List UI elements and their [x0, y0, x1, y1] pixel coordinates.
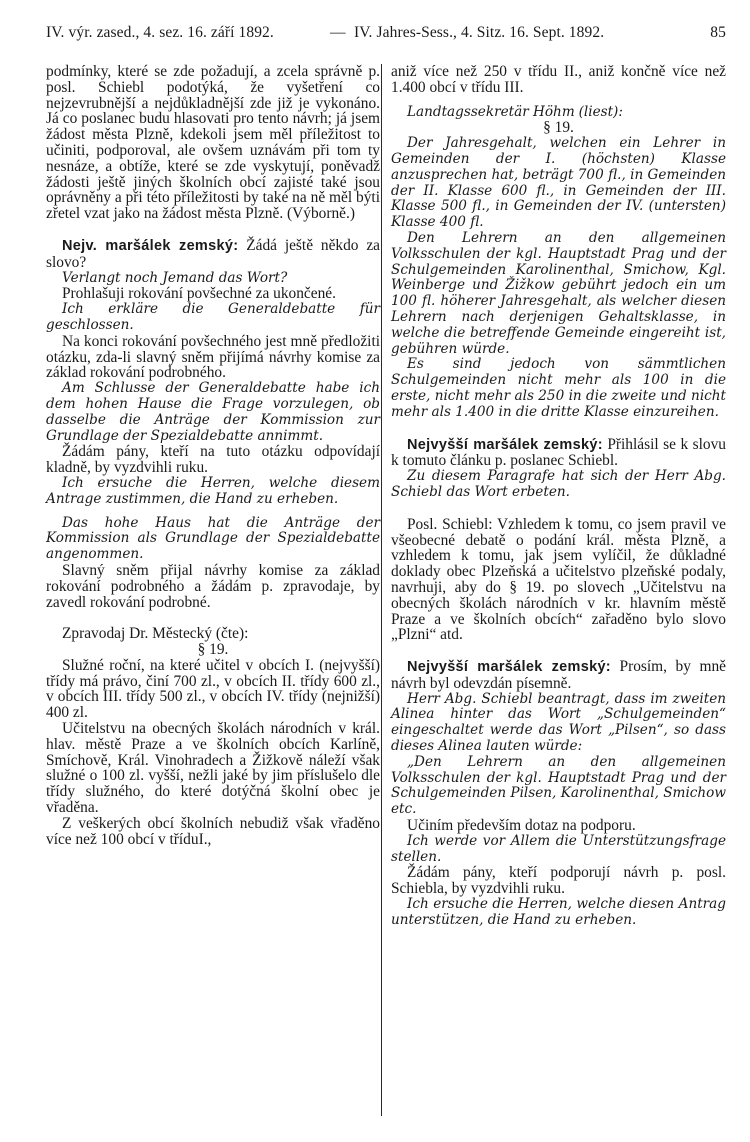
paragraph: Z veškerých obcí školních nebudiž však vřaděno více než 100 obcí v tříduI., — [46, 814, 380, 848]
section-number: § 19. — [543, 119, 574, 137]
paragraph-german: „Den Lehrern an den allgemeinen Volksschulen der kgl. Hauptstadt Prag und der Schulgemeinden Pilsen, Karolinenthal, Smichow etc. — [391, 753, 726, 818]
paragraph-german: Das hohe Haus hat die Anträge der Kommission als Grundlage der Spezialdebatte angenommen. — [46, 514, 380, 563]
speaker-paragraph: Nejv. maršálek zemský: Žádá ještě někdo za slovo? — [46, 236, 380, 271]
paragraph: Učitelstvu na obecných školách národních v král. hlav. městě Praze a ve školních obcích Karlíně, Smíchově, Král. Vinohradech a Žižkově náleží však služné o 100 zl. vyšší, nežli jaké by jim příslušelo dle třídy služného, do které dotýčná školní obec je vřaděna. — [46, 720, 380, 817]
speaker-name: Nejvyšší maršálek zemský: — [407, 659, 611, 676]
speaker-name: Posl. Schiebl: — [407, 515, 493, 533]
paragraph: Slavný sněm přijal návrhy komise za základ rokování podrobného a žádám p. zpravodaje, by zavedl rokování podrobné. — [46, 561, 380, 611]
column-divider — [381, 64, 382, 1116]
speaker-paragraph: Posl. Schiebl: Vzhledem k tomu, co jsem pravil ve všeobecné debatě o podání král. města Plzně, a vzhledem k tomu, jak jsem vylíčil, že důkladné doklady obec Plzeňská a učitelstvo plzeňské podaly, navrhuji, aby do § 19. po slovech „Učitelstvu na obecných školách národních v kr. hlavním městě Praze a ve školních obcích“ zařaděno bylo slovo „Plzni“ atd. — [391, 515, 726, 644]
paragraph: Na konci rokování povšechného jest mně předložiti otázku, zda-li slavný sněm přijímá návrhy komise za základ rokování podrobného. — [46, 332, 380, 382]
section-number: § 19. — [197, 641, 229, 659]
paragraph-german: Ich erkläre die Generaldebatte für geschlossen. — [46, 301, 380, 333]
paragraph: Učiním především dotaz na podporu. — [407, 817, 636, 835]
speaker-name: Zpravodaj Dr. Městecký — [62, 625, 213, 643]
paragraph: podmínky, které se zde požadují, a zcela správně p. posl. Schiebl podotýká, že vyšetření co nejzevrubnější a nejdůkladnější zde již je vykonáno. Já co poslanec budu hlasovati pro tento návrh; já jsem žádost města Plzně, kdekoli jsem měl příležitost to učiniti, podporoval, ale ovšem uznávám při tom ty nesnáze, a obtíže, které se zde vyskytují, poněvadž žádosti ještě jiných školních obcí zajisté také jsou oprávněny a při této příležitosti by také na ně měl býti zřetel vzat jako na žádost města Plzně. (Výborně.) — [46, 63, 380, 223]
speaker-paragraph: Nejvyšší maršálek zemský: Přihlásil se k slovu k tomuto článku p. poslanec Schiebl. — [391, 435, 726, 470]
header-german: IV. Jahres-Sess., 4. Sitz. 16. Sept. 1892. — [354, 24, 605, 41]
speaker-name: Landtagssekretär Höhm — [407, 103, 575, 120]
paragraph-german: Ich ersuche die Herren, welche diesem Antrage zustimmen, die Hand zu erheben. — [46, 474, 380, 507]
paragraph: Žádám pány, kteří podporují návrh p. posl. Schiebla, by vyzdvihli ruku. — [391, 864, 726, 898]
paragraph-german: Ich werde vor Allem die Unterstützungsfrage stellen. — [391, 832, 726, 865]
right-column — [391, 64, 726, 929]
paragraph: aniž více než 250 v třídu II., aniž končně více než 1.400 obcí v třídu III. — [391, 63, 726, 96]
speaker-paragraph: Nejvyšší maršálek zemský: Prosím, by mně návrh byl odevzdán písemně. — [391, 658, 726, 692]
header-separator: — — [330, 24, 346, 41]
paragraph: Prohlašuji rokování povšechné za ukončené. — [62, 285, 336, 303]
speaker-name: Nejvyšší maršálek zemský: — [407, 436, 603, 453]
speaker-paragraph: Landtagssekretär Höhm (liest): — [407, 103, 623, 120]
paragraph-german: Herr Abg. Schiebl beantragt, dass im zweiten Alinea hinter das Wort „Schulgemeinden“ eingeschaltet werde das Wort „Pilsen“, so dass dieses Alinea lauten würde: — [391, 690, 726, 755]
paragraph: Služné roční, na které učitel v obcích I. (nejvyšší) třídy má právo, činí 700 zl., v obcích II. třídy 600 zl., v obcích III. třídy 500 zl., v obcích IV. třídy (nejnižší) 400 zl. — [46, 656, 380, 722]
paragraph-german: Den Lehrern an den allgemeinen Volksschulen der kgl. Hauptstadt Prag und der Schulgemeinden Karolinenthal, Smichow, Kgl. Weinberge und Žižkow gebührt jedoch ein um 100 fl. höherer Jahresgehalt, als welcher diesen Lehrern nach derjenigen Gehaltsklasse, in welche die betreffende Gemeinde eingereiht ist, gebühren würde. — [391, 229, 726, 357]
speaker-name: Nejv. maršálek zemský: — [62, 237, 239, 254]
paragraph-german: Ich ersuche die Herren, welche diesen Antrag unterstützen, die Hand zu erheben. — [391, 896, 726, 928]
running-header — [46, 24, 726, 46]
paragraph-german: Verlangt noch Jemand das Wort? — [62, 269, 288, 286]
left-column — [46, 64, 380, 847]
paragraph-german: Der Jahresgehalt, welchen ein Lehrer in Gemeinden der I. (höchsten) Klasse anzusprechen hat, beträgt 700 fl., in Gemeinden der II. Klasse 600 fl., in Gemeinden der III. Klasse 500 fl., in Gemeinden der IV. (untersten) Klasse 400 fl. — [391, 135, 726, 231]
page-number: 85 — [710, 24, 726, 41]
paragraph-german: Zu diesem Paragrafe hat sich der Herr Abg. Schiebl das Wort erbeten. — [391, 468, 726, 500]
speaker-paragraph: Zpravodaj Dr. Městecký (čte): — [62, 625, 249, 643]
paragraph-german: Am Schlusse der Generaldebatte habe ich dem hohen Hause die Frage vorzulegen, ob dasselbe die Anträge der Kommission zur Grundlage der Spezialdebatte annimmt. — [46, 380, 380, 444]
paragraph-german: Es sind jedoch von sämmtlichen Schulgemeinden nicht mehr als 100 in die erste, nicht mehr als 250 in die zweite und nicht mehr als 1.400 in die dritte Klasse einzureihen. — [391, 356, 726, 420]
header-czech: IV. výr. zased., 4. sez. 16. září 1892. — [46, 24, 274, 41]
paragraph: Žádám pány, kteří na tuto otázku odpovídají kladně, by vyzdvihli ruku. — [46, 443, 380, 477]
